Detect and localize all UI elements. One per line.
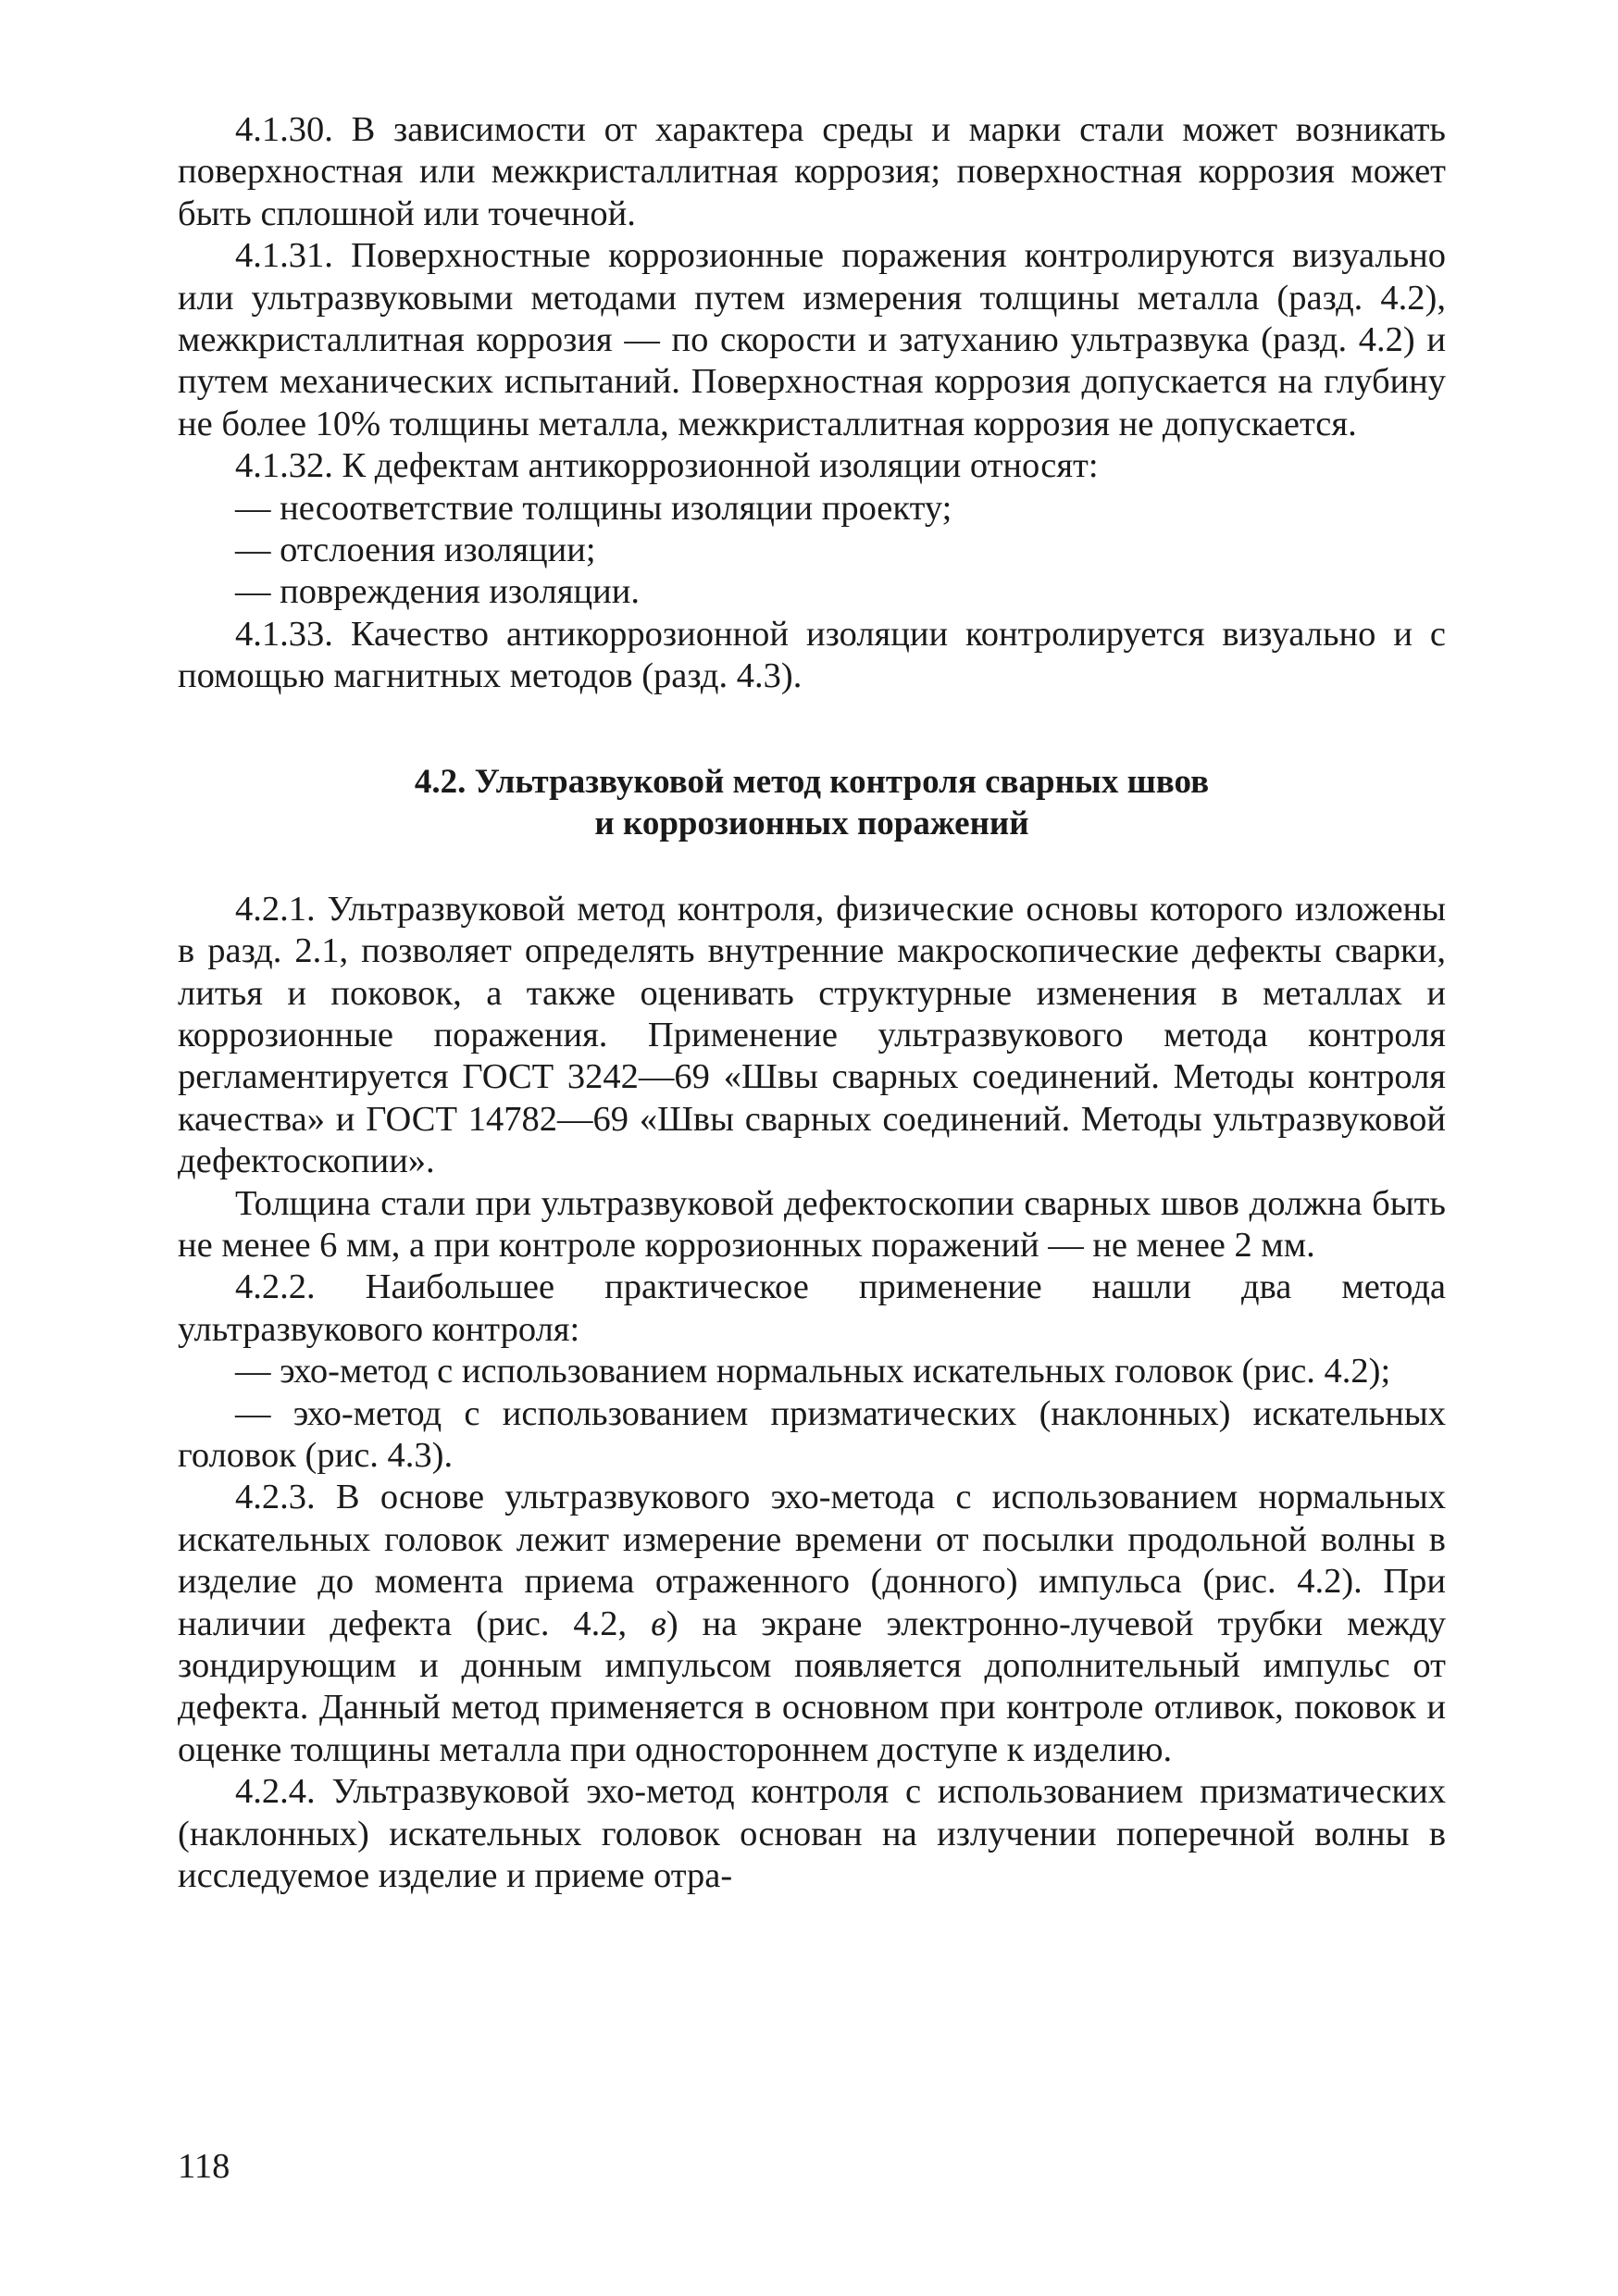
figure-letter-v: в [651,1603,666,1643]
heading-line-1: 4.2. Ультразвуковой метод контроля сварных швов [414,762,1210,801]
paragraph-4-1-33: 4.1.33. Качество антикоррозионной изоляции контролируется визуально и с помощью магнитных методов (разд. 4.3). [178,614,1446,696]
paragraph-4-2-3-text-b: ) на экране электронно-лучевой трубки между зондирующим и донным импульсом появляется дополнительный импульс от дефекта. Данный метод применяется в основном при контроле отливок, поковок и оценке толщины металла при одностороннем доступе к изделию. [178,1603,1446,1769]
paragraph-4-1-32: 4.1.32. К дефектам антикоррозионной изоляции относят: [235,446,1099,486]
list-item-normal-heads: — эхо-метод с использованием нормальных искательных головок (рис. 4.2); [235,1352,1391,1391]
page-number: 118 [178,2147,230,2186]
paragraph-4-2-3 [178,1477,1446,1771]
list-item-delamination: — отслоения изоляции; [235,530,596,570]
list-item-thickness: — несоответствие толщины изоляции проекту; [235,488,952,528]
paragraph-4-2-4: 4.2.4. Ультразвуковой эхо-метод контроля с использованием призматических (наклонных) искательных головок основан на излучении поперечной волны в исследуемое изделие и приеме отра- [178,1772,1446,1896]
paragraph-4-1-31: 4.1.31. Поверхностные коррозионные поражения контролируются визуально или ультразвуковыми методами путем измерения толщины металла (разд. 4.2), межкристаллитная коррозия — по скорости и затуханию ультразвука (разд. 4.2) и путем механических испытаний. Поверхностная коррозия допускается на глубину не более 10% толщины металла, межкристаллитная коррозия не допускается. [178,236,1446,443]
list-item-prismatic-heads: — эхо-метод с использованием призматических (наклонных) искательных головок (рис. 4.3). [178,1393,1446,1475]
paragraph-steel-thickness: Толщина стали при ультразвуковой дефектоскопии сварных швов должна быть не менее 6 мм, а при контроле коррозионных поражений — не менее 2 мм. [178,1183,1446,1265]
paragraph-4-2-3-text-a: 4.2.3. В основе ультразвукового эхо-метода с использованием нормальных искательных головок лежит измерение времени от посылки продольной волны в изделие до момента приема отраженного (донного) импульса (рис. 4.2). При наличии дефекта (рис. 4.2, [178,1478,1446,1643]
page-body [178,109,1446,1897]
list-item-damage: — повреждения изоляции. [235,572,640,612]
paragraph-4-2-1: 4.2.1. Ультразвуковой метод контроля, физические основы которого изложены в разд. 2.1, позволяет определять внутренние макроскопические дефекты сварки, литья и поковок, а также оценивать структурные изменения в металлах и коррозионные поражения. Применение ультразвукового метода контроля регламентируется ГОСТ 3242—69 «Швы сварных соединений. Методы контроля качества» и ГОСТ 14782—69 «Швы сварных соединений. Методы ультразвуковой дефектоскопии». [178,889,1446,1181]
heading-line-2: и коррозионных поражений [594,804,1029,842]
paragraph-4-2-2: 4.2.2. Наибольшее практическое применение нашли два метода ультразвукового контроля: [178,1267,1446,1349]
paragraph-4-1-30: 4.1.30. В зависимости от характера среды и марки стали может возникать поверхностная или межкристаллитная коррозия; поверхностная коррозия может быть сплошной или точечной. [178,110,1446,233]
section-heading-4-2 [178,761,1446,844]
